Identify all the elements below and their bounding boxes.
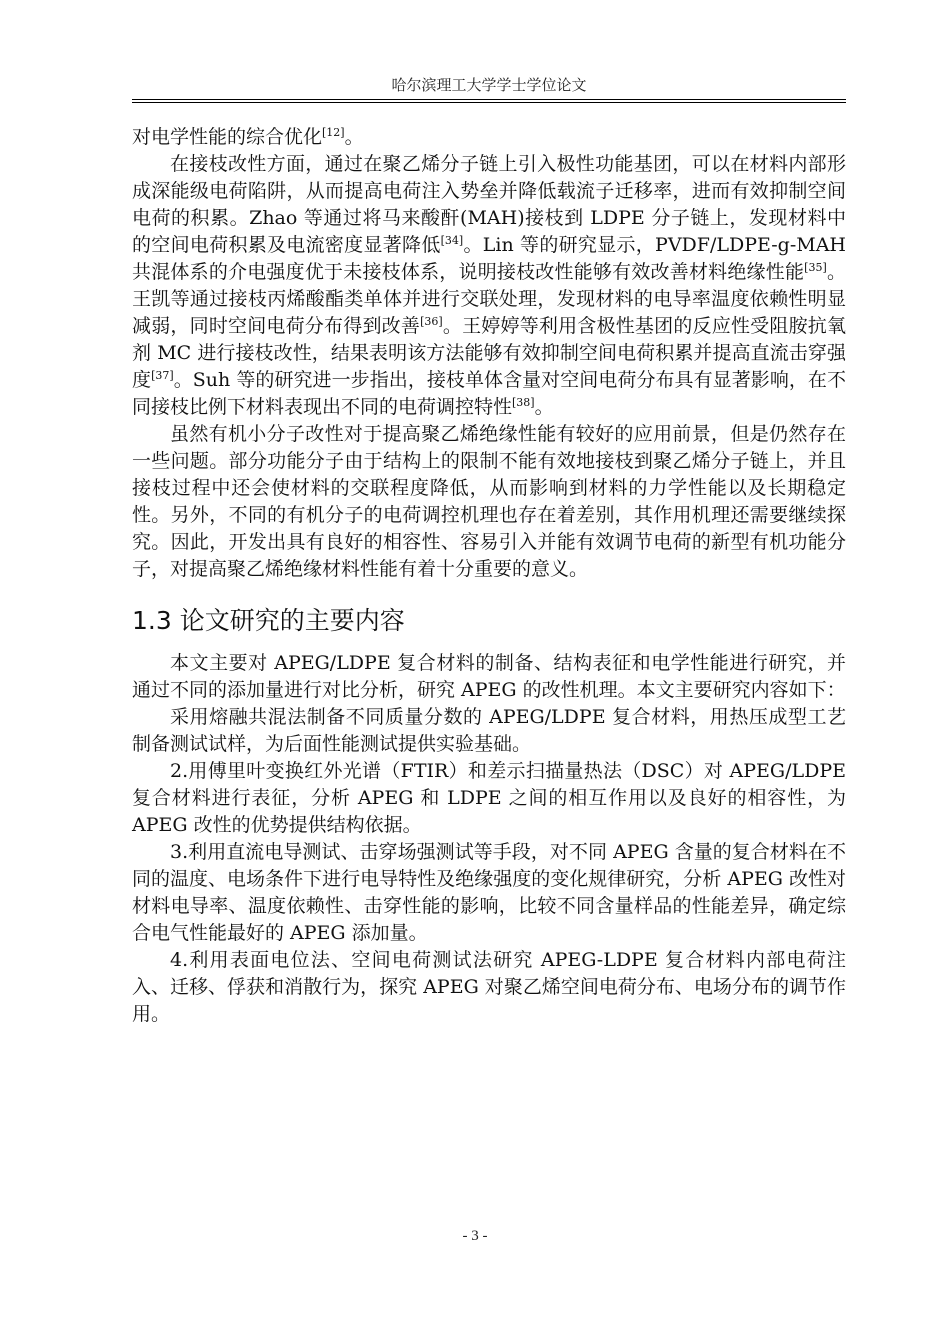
list-item-1: 采用熔融共混法制备不同质量分数的 APEG/LDPE 复合材料，用热压成型工艺制备测试试样，为后面性能测试提供实验基础。 [132, 706, 846, 755]
paragraph-text: 。Suh 等的研究进一步指出，接枝单体含量对空间电荷分布具有显著影响，在不同接枝比例下材料表现出不同的电荷调控特性 [132, 369, 846, 418]
paragraph-text: 在接枝改性方面，通过在聚乙烯分子链上引入极性功能基团，可以在材料内部形成深能级电荷陷阱，从而提高电荷注入势垒并降低载流子迁移率，进而有效抑制空间电荷的积累。Zhao 等通过将马来酸酐(MAH)接枝到 LDPE 分子链上，发现材料中的空间电荷积累及电流密度显著降低 [132, 153, 846, 256]
list-item-3: 3.利用直流电导测试、击穿场强测试等手段，对不同 APEG 含量的复合材料在不同的温度、电场条件下进行电导特性及绝缘强度的变化规律研究，分析 APEG 改性对材料电导率、温度依赖性、击穿性能的影响，比较不同含量样品的性能差异，确定综合电气性能最好的 APEG 添加量。 [132, 841, 846, 944]
citation: [12] [322, 126, 345, 139]
paragraph-grafting [132, 151, 846, 421]
page-number: - 3 - [462, 1228, 488, 1244]
running-header: 哈尔滨理工大学学士学位论文 [391, 76, 587, 94]
section-heading: 1.3 论文研究的主要内容 [132, 606, 405, 635]
paragraph-text: 。 [534, 396, 554, 418]
page-body [132, 124, 846, 1028]
paragraph-intro: 本文主要对 APEG/LDPE 复合材料的制备、结构表征和电学性能进行研究，并通过不同的添加量进行对比分析，研究 APEG 的改性机理。本文主要研究内容如下： [132, 652, 846, 701]
citation: [37] [151, 369, 174, 382]
paragraph-text: 。Lin 等的研究显示，PVDF/LDPE-g-MAH 共混体系的介电强度优于未接枝体系，说明接枝改性能够有效改善材料绝缘性能 [132, 234, 846, 283]
list-item-4: 4.利用表面电位法、空间电荷测试法研究 APEG-LDPE 复合材料内部电荷注入、迁移、俘获和消散行为，探究 APEG 对聚乙烯空间电荷分布、电场分布的调节作用。 [132, 949, 846, 1025]
list-item-2: 2.用傅里叶变换红外光谱（FTIR）和差示扫描量热法（DSC）对 APEG/LDPE 复合材料进行表征，分析 APEG 和 LDPE 之间的相互作用以及良好的相容性，为 APEG 改性的优势提供结构依据。 [132, 760, 846, 836]
paragraph-text: 。王婷婷等利用含极性基团的反应性受阻胺抗氧剂 MC 进行接枝改性，结果表明该方法能够有效抑制空间电荷积累并提高直流击穿强度 [132, 315, 846, 391]
citation: [36] [420, 315, 443, 328]
citation: [34] [440, 234, 464, 247]
paragraph-text: 对电学性能的综合优化 [132, 126, 323, 148]
paragraph-problems: 虽然有机小分子改性对于提高聚乙烯绝缘性能有较好的应用前景，但是仍然存在一些问题。部分功能分子由于结构上的限制不能有效地接枝到聚乙烯分子链上，并且接枝过程中还会使材料的交联程度降低，从而影响到材料的力学性能以及长期稳定性。另外，不同的有机分子的电荷调控机理也存在着差别，其作用机理还需要继续探究。因此，开发出具有良好的相容性、容易引入并能有效调节电荷的新型有机功能分子，对提高聚乙烯绝缘材料性能有着十分重要的意义。 [132, 423, 846, 580]
citation: [38] [512, 396, 535, 409]
header-rule [132, 99, 846, 103]
citation: [35] [804, 261, 827, 274]
paragraph-text: 。王凯等通过接枝丙烯酸酯类单体并进行交联处理，发现材料的电导率温度依赖性明显减弱，同时空间电荷分布得到改善 [132, 261, 846, 337]
paragraph-text: 。 [344, 126, 364, 148]
paragraph-continuation [132, 124, 846, 151]
